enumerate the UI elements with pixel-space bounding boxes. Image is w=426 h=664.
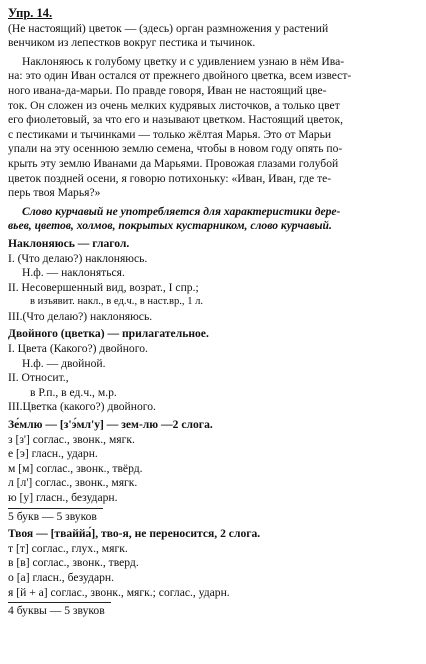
analysis-line: Н.ф. — двойной. bbox=[22, 356, 106, 370]
definition-block bbox=[8, 22, 418, 51]
phonetic-line: е [э] гласн., ударн. bbox=[8, 447, 98, 461]
note-line: Слово курчавый не употребляется для характеристики дере- bbox=[22, 204, 341, 218]
paragraph-line: перь твоя Марья?» bbox=[8, 186, 101, 200]
definition-line: (Не настоящий) цветок — (здесь) орган размножения у растений bbox=[8, 21, 329, 35]
phonetic-analysis-zemlyu bbox=[8, 418, 418, 524]
phonetic-line: м [м] соглас., звонк., твёрд. bbox=[8, 461, 143, 475]
definition-line: венчиком из лепестков вокруг пестика и тычинок. bbox=[8, 36, 256, 50]
phonetic-heading: Твоя — [тваййа́], тво-я, не переносится, 2 слога. bbox=[8, 527, 261, 541]
phonetic-heading: Зе́млю — [з'э́мл'у] — зем-лю —2 слога. bbox=[8, 418, 213, 432]
letter-sound-count: 5 букв — 5 звуков bbox=[8, 508, 103, 525]
analysis-line: Н.ф. — наклоняться. bbox=[22, 266, 125, 280]
paragraph-line: на: это один Иван остался от прежнего двойного цветка, всем извест- bbox=[8, 69, 352, 83]
adjective-analysis bbox=[8, 327, 418, 415]
phonetic-line: в [в] соглас., звонк., тверд. bbox=[8, 556, 139, 570]
verb-analysis-heading: Наклоняюсь — глагол. bbox=[8, 236, 130, 250]
phonetic-line: ю [у] гласн., безударн. bbox=[8, 491, 118, 504]
note-line: вьев, цветов, холмов, покрытых кустарником, слово курчавый. bbox=[8, 219, 332, 233]
paragraph-line: его фиолетовый, за что его и называют цветком. Настоящий цветок, bbox=[8, 113, 344, 127]
analysis-line: I. (Что делаю?) наклоняюсь. bbox=[8, 251, 148, 265]
phonetic-line: я [й + а] соглас., звонк., мягк.; соглас., ударн. bbox=[8, 585, 230, 599]
phonetic-line: т [т] соглас., глух., мягк. bbox=[8, 541, 128, 555]
analysis-line: I. Цвета (Какого?) двойного. bbox=[8, 342, 148, 356]
letter-sound-count: 4 буквы — 5 звуков bbox=[8, 602, 111, 619]
analysis-line: III.Цветка (какого?) двойного. bbox=[8, 400, 156, 414]
paragraph-line: Наклоняюсь к голубому цветку и с удивлением узнаю в нём Ива- bbox=[22, 54, 345, 68]
phonetic-line: л [л'] соглас., звонк., мягк. bbox=[8, 476, 138, 490]
paragraph-line: цветок поздней осени, я говорю потихоньку: «Иван, Иван, где те- bbox=[8, 171, 332, 185]
adjective-analysis-heading: Двойного (цветка) — прилагательное. bbox=[8, 327, 209, 341]
phonetic-line: з [з'] соглас., звонк., мягк. bbox=[8, 432, 135, 446]
analysis-line: II. Относит., bbox=[8, 371, 69, 385]
analysis-line: в Р.п., в ед.ч., м.р. bbox=[30, 385, 117, 399]
analysis-line: II. Несовершенный вид, возрат., I спр.; bbox=[8, 280, 199, 294]
paragraph-line: ток. Он сложен из очень мелких кудрявых листочков, а только цвет bbox=[8, 98, 340, 112]
note-block bbox=[8, 205, 418, 234]
verb-analysis bbox=[8, 237, 418, 325]
exercise-title: Упр. 14. bbox=[8, 6, 53, 20]
paragraph-line: ного ивана-да-марьи. По правде говоря, Иван не настоящий цве- bbox=[8, 83, 327, 97]
text-paragraph bbox=[8, 55, 418, 201]
paragraph-line: крыть эту землю Иванами да Марьями. Провожая глазами голубой bbox=[8, 156, 339, 170]
analysis-line: в изъявит. накл., в ед.ч., в наст.вр., 1 л. bbox=[30, 296, 204, 308]
analysis-line: III.(Что делаю?) наклоняюсь. bbox=[8, 309, 153, 323]
phonetic-line: о [а] гласн., безударн. bbox=[8, 570, 114, 584]
paragraph-line: упали на эту осеннюю землю семена, чтобы в новом году опять по- bbox=[8, 142, 343, 156]
phonetic-analysis-tvoya bbox=[8, 527, 418, 619]
paragraph-line: с пестиками и тычинками — только жёлтая Марья. Это от Марьи bbox=[8, 127, 332, 141]
